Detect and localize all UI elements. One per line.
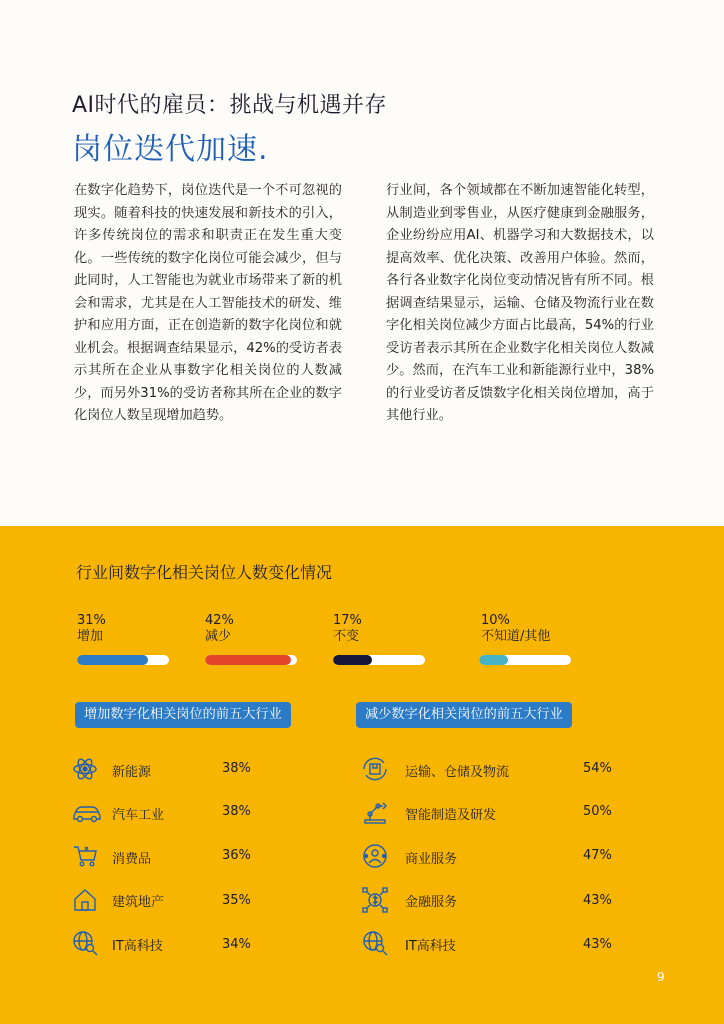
decrease-industry-value: 47% xyxy=(583,848,612,863)
globe-search-icon xyxy=(362,930,388,956)
increase-industry-value: 38% xyxy=(222,804,251,819)
decrease-industry-value: 50% xyxy=(583,804,612,819)
stat-percent: 42% xyxy=(205,613,234,628)
stat-percent: 10% xyxy=(481,613,510,628)
stat-bar-increase xyxy=(77,655,169,665)
increase-industry-value: 35% xyxy=(222,893,251,908)
decrease-industry-label: 智能制造及研发 xyxy=(405,808,497,823)
page-title: 岗位迭代加速. xyxy=(72,132,269,167)
stat-bar-unchanged xyxy=(333,655,425,665)
stat-label: 不知道/其他 xyxy=(481,629,551,644)
house-icon xyxy=(72,887,98,913)
logistics-icon xyxy=(360,756,390,782)
globe-search-icon xyxy=(72,930,98,956)
increase-industry-label: IT高科技 xyxy=(112,939,163,954)
increase-industry-label: 消费品 xyxy=(112,852,152,867)
decrease-industry-label: 运输、仓储及物流 xyxy=(405,765,510,780)
stat-bar-fill xyxy=(205,655,291,665)
increase-industry-value: 34% xyxy=(222,937,251,952)
stat-unchanged xyxy=(333,613,453,645)
business-service-icon xyxy=(362,843,388,869)
car-icon xyxy=(72,800,102,826)
decrease-industry-label: IT高科技 xyxy=(405,939,456,954)
decrease-industry-label: 金融服务 xyxy=(405,895,458,910)
body-text-left: 在数字化趋势下，岗位迭代是一个不可忽视的现实。随着科技的快速发展和新技术的引入，许多传统岗位的需求和职责正在发生重大变化。一些传统的数字化岗位可能会减少，但与此同时，人工智能也为就业市场带来了新的机会和需求，尤其是在人工智能技术的研发、维护和应用方面，正在创造新的数字化岗位和就业机会。根据调查结果显示，42%的受访者表示其所在企业从事数字化相关岗位的人数减少，而另外31%的受访者称其所在企业的数字化岗位人数呈现增加趋势。 xyxy=(74,183,342,423)
decrease-industry-value: 43% xyxy=(583,893,612,908)
page-number: 9 xyxy=(657,970,665,984)
decrease-industry-label: 商业服务 xyxy=(405,852,458,867)
stat-bar-unknown xyxy=(479,655,571,665)
stat-label: 不变 xyxy=(333,629,360,644)
stat-unknown xyxy=(481,613,601,645)
section-title: 行业间数字化相关岗位人数变化情况 xyxy=(76,563,333,582)
stat-percent: 31% xyxy=(77,613,106,628)
stat-bar-fill xyxy=(333,655,372,665)
robot-arm-icon xyxy=(362,799,388,825)
increase-industry-label: 汽车工业 xyxy=(112,808,165,823)
stat-label: 减少 xyxy=(205,629,232,644)
cart-icon xyxy=(72,843,98,869)
increase-header-pill: 增加数字化相关岗位的前五大行业 xyxy=(75,702,291,728)
increase-industry-label: 新能源 xyxy=(112,765,152,780)
stat-decrease xyxy=(205,613,325,645)
page-subtitle: AI时代的雇员：挑战与机遇并存 xyxy=(72,93,388,118)
decrease-industry-value: 43% xyxy=(583,937,612,952)
increase-industry-label: 建筑地产 xyxy=(112,895,165,910)
stat-bar-fill xyxy=(77,655,148,665)
finance-icon xyxy=(362,887,388,913)
decrease-industry-value: 54% xyxy=(583,761,612,776)
stat-percent: 17% xyxy=(333,613,362,628)
decrease-header-pill: 减少数字化相关岗位的前五大行业 xyxy=(356,702,572,728)
stat-increase xyxy=(77,613,197,645)
stat-bar-decrease xyxy=(205,655,297,665)
stat-label: 增加 xyxy=(77,629,104,644)
increase-industry-value: 38% xyxy=(222,761,251,776)
body-text-right: 行业间，各个领域都在不断加速智能化转型，从制造业到零售业，从医疗健康到金融服务，企业纷纷应用AI、机器学习和大数据技术，以提高效率、优化决策、改善用户体验。然而，各行各业数字化岗位变动情况皆有所不同。根据调查结果显示，运输、仓储及物流行业在数字化相关岗位减少方面占比最高，54%的行业受访者表示其所在企业数字化相关岗位人数减少。然而，在汽车工业和新能源行业中，38%的行业受访者反馈数字化相关岗位增加，高于其他行业。 xyxy=(386,183,654,423)
stat-bar-fill xyxy=(479,655,508,665)
atom-icon xyxy=(72,756,98,782)
increase-industry-value: 36% xyxy=(222,848,251,863)
